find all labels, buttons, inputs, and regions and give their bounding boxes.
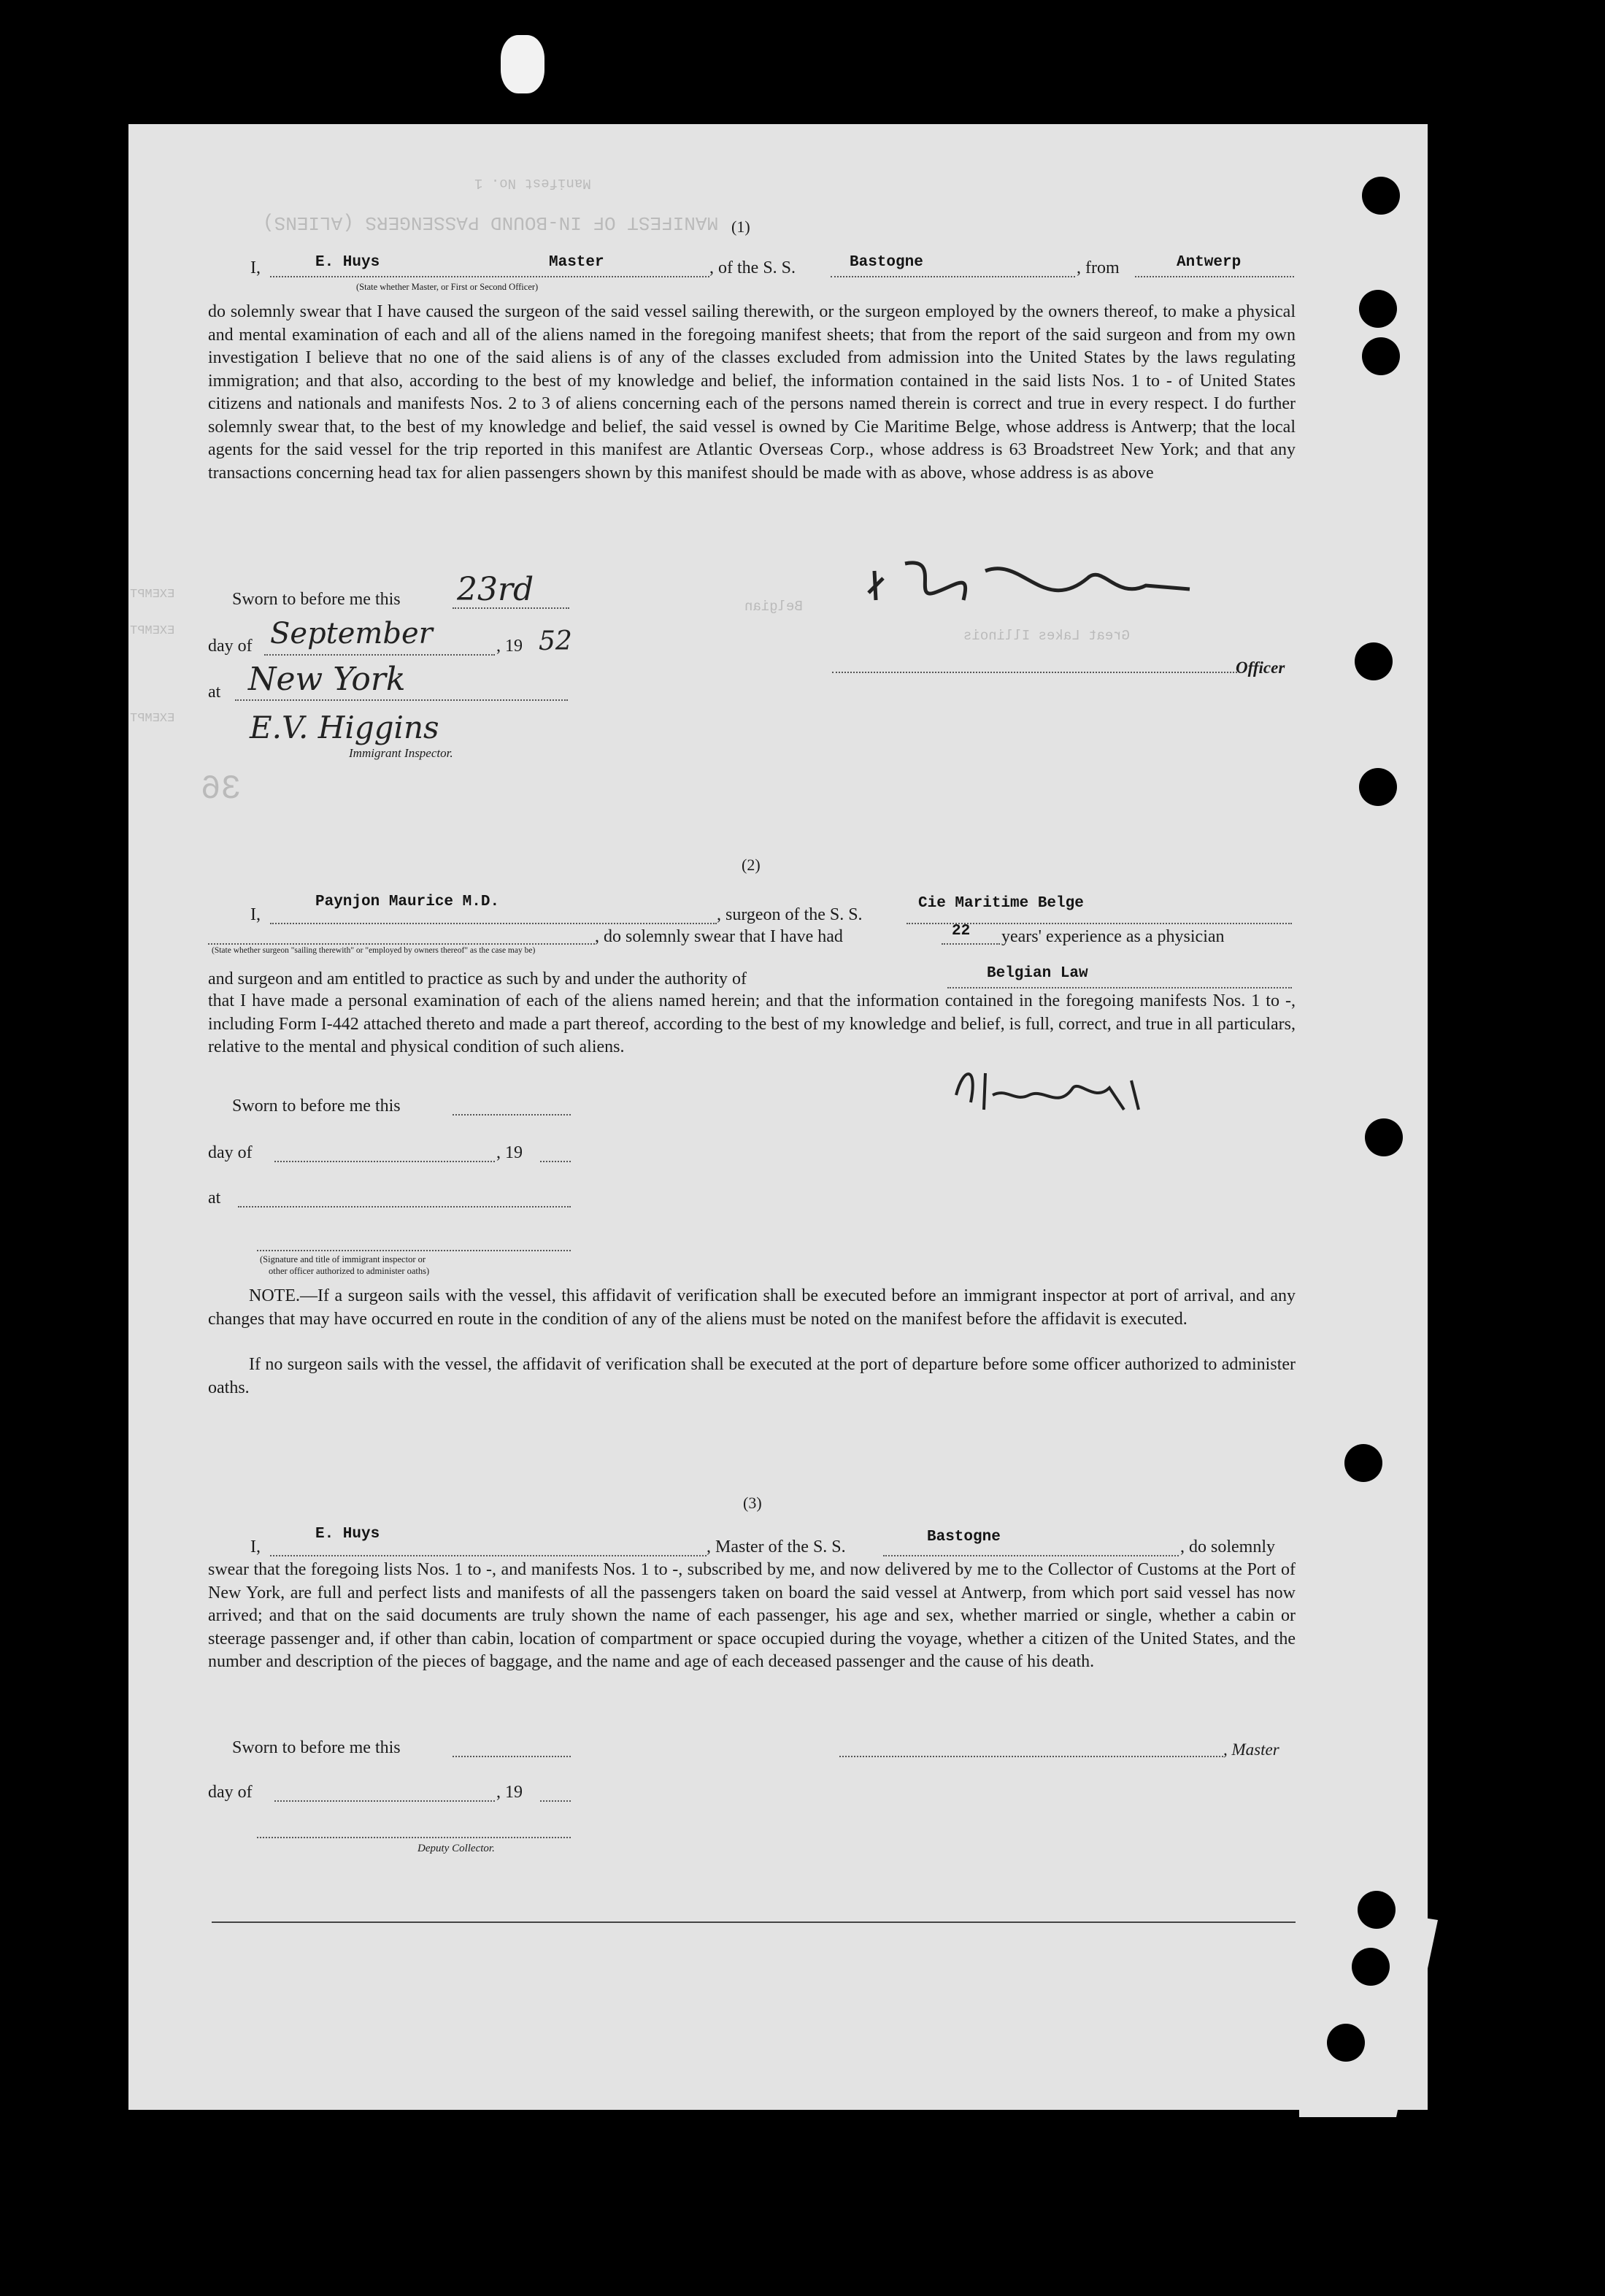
from-label: , from	[1077, 258, 1120, 277]
blank-line	[270, 276, 709, 277]
bleed-text: Belgian	[744, 599, 803, 615]
master-rank: Master	[549, 254, 604, 271]
bottom-rule	[212, 1921, 1296, 1923]
of-the-ss-label: , of the S. S.	[709, 258, 796, 277]
blank-line	[238, 1206, 571, 1207]
section-2-body: that I have made a personal examination of each of the aliens named herein; and that the information contained in the foregoing manifests Nos. 1 to -, including Form I-442 attached thereto and made a part thereof, according to the best of my knowledge and belief, is full, correct, and true in all particulars, relative to the mental and physical condition of such aliens.	[208, 991, 1296, 1056]
sworn-label-3: Sworn to before me this	[232, 1738, 401, 1757]
sworn-label: Sworn to before me this	[232, 590, 401, 609]
note-paragraph-2: If no surgeon sails with the vessel, the affidavit of verification shall be executed at the port of departure before some officer authorized to administer oaths.	[208, 1355, 1296, 1397]
punch-hole	[1359, 290, 1397, 328]
blank-line	[274, 1161, 495, 1162]
rank-caption: (State whether Master, or First or Second Officer)	[356, 282, 539, 292]
master-of-label: , Master of the S. S.	[707, 1537, 846, 1556]
blank-line	[1135, 276, 1294, 277]
section-2-number: (2)	[742, 856, 761, 874]
blank-line	[883, 1555, 1179, 1556]
master-line	[839, 1756, 1223, 1757]
section-3-i: I,	[250, 1537, 261, 1556]
sworn-day: 23rd	[457, 571, 534, 608]
surgeon-vessel: Cie Maritime Belge	[918, 895, 1084, 912]
punch-hole	[1365, 1118, 1403, 1156]
punch-hole	[1359, 768, 1397, 806]
punch-hole	[1344, 1444, 1382, 1482]
years-text: years' experience as a physician	[1001, 927, 1225, 946]
section-1-number: (1)	[731, 218, 750, 236]
sworn-label-2: Sworn to before me this	[232, 1097, 401, 1116]
master-signature	[854, 549, 1219, 629]
master-caption: , Master	[1223, 1740, 1279, 1759]
bleed-exempt: EXEMPT	[130, 588, 175, 602]
surgeon-name: Paynjon Maurice M.D.	[315, 894, 500, 910]
year-prefix: , 19	[496, 637, 523, 656]
blank-line	[274, 1800, 495, 1802]
surgeon-signature	[949, 1059, 1153, 1124]
blank-line	[453, 1114, 571, 1116]
bleed-text: Great Lakes Illinois	[963, 628, 1131, 644]
inspector-caption: Immigrant Inspector.	[349, 746, 453, 760]
master-name-3: E. Huys	[315, 1526, 380, 1543]
section-3-body: swear that the foregoing lists Nos. 1 to -, and manifests Nos. 1 to -, subscribed by me, and now delivered by me to the Collector of Customs at the Port of New York, are full and perfect lists and manifests of all the passengers taken on board the said vessel at Antwerp, from which port said vessel has now arrived; and that on the said documents are truly shown the name of each passenger, his age and sex, whether married or single, whether a cabin or steerage passenger and, if other than cabin, location of compartment or space occupied during the voyage, whether a citizen of the United States, and the number and description of the pieces of baggage, and the name and age of each deceased passenger and the cause of his death.	[208, 1560, 1296, 1671]
blank-line	[831, 276, 1075, 277]
authority-value: Belgian Law	[987, 965, 1088, 982]
sworn-place: New York	[248, 661, 406, 698]
section-1-i: I,	[250, 258, 261, 277]
section-1-body: do solemnly swear that I have caused the surgeon of the said vessel sailing therewith, or the surgeon employed by the owners thereof, to make a physical and mental examination of each and all of the aliens named in the foregoing manifest sheets; that from the report of the said surgeon and from my own investigation I believe that no one of the said aliens is of any of the classes excluded from admission into the United States by the laws regulating immigration; and that also, according to the best of my knowledge and belief, the information contained in the said lists Nos. 1 to - of United States citizens and nationals and manifests Nos. 2 to 3 of aliens concerning each of the persons named therein is correct and true in every respect. I do further solemnly swear that, to the best of my knowledge and belief, the said vessel is owned by Cie Maritime Belge, whose address is Antwerp; that the local agents for the said vessel for the trip reported in this manifest are Atlantic Overseas Corp., whose address is 63 Broadstreet New York; and that any transactions concerning head tax for alien passengers shown by this manifest should be made with as above, whose address is as above	[208, 302, 1296, 483]
blank-line	[942, 943, 1000, 945]
officer-caption: Officer	[1236, 659, 1285, 677]
collector-line	[257, 1837, 571, 1838]
bleed-stamp: 36	[201, 770, 242, 808]
year-prefix-2: , 19	[496, 1143, 523, 1162]
at-label: at	[208, 683, 221, 702]
punch-hole	[1355, 642, 1393, 680]
surgeon-caption: (State whether surgeon "sailing therewith" or "employed by owners thereof" as the case may be)	[212, 946, 536, 955]
signature-line	[257, 1250, 571, 1251]
sworn-year: 52	[539, 626, 572, 656]
section-3-number: (3)	[743, 1494, 762, 1512]
surgeon-of-label: , surgeon of the S. S.	[717, 905, 863, 924]
authority-text: and surgeon and am entitled to practice as such by and under the authority of	[208, 970, 747, 988]
at-label-2: at	[208, 1189, 221, 1207]
officer-line	[832, 672, 1237, 673]
note-paragraph: NOTE.—If a surgeon sails with the vessel, this affidavit of verification shall be executed before an immigrant inspector at port of arrival, and any changes that may have occurred en route in the condition of any of the aliens must be noted on the manifest before the affidavit is executed.	[208, 1286, 1296, 1329]
blank-line	[270, 1555, 707, 1556]
blank-line	[264, 654, 495, 656]
blank-line	[540, 1800, 571, 1802]
vessel-name-3: Bastogne	[927, 1529, 1001, 1546]
punch-hole	[1327, 2024, 1365, 2062]
bleed-manifest-no: Manifest No. 1	[474, 175, 591, 191]
sworn-month: September	[270, 617, 433, 650]
swear-text: , do solemnly swear that I have had	[595, 927, 843, 946]
blank-line	[235, 699, 568, 701]
day-of-label-3: day of	[208, 1783, 253, 1802]
day-of-label: day of	[208, 637, 253, 656]
years-experience: 22	[952, 923, 971, 940]
punch-hole	[1362, 177, 1400, 215]
solemnly-label: , do solemnly	[1180, 1537, 1275, 1556]
punch-hole	[501, 35, 544, 93]
blank-line	[208, 943, 595, 945]
year-prefix-3: , 19	[496, 1783, 523, 1802]
blank-line	[453, 1756, 571, 1757]
blank-line	[540, 1161, 571, 1162]
sig-caption-1: (Signature and title of immigrant inspector or	[260, 1254, 426, 1264]
blank-line	[270, 923, 717, 924]
blank-line	[947, 987, 1292, 988]
bleed-exempt: EXEMPT	[130, 712, 175, 726]
vessel-name: Bastogne	[850, 254, 923, 271]
punch-hole	[1362, 337, 1400, 375]
punch-hole	[1358, 1891, 1396, 1929]
master-name: E. Huys	[315, 254, 380, 271]
sig-caption-2: other officer authorized to administer oaths)	[269, 1266, 430, 1276]
punch-hole	[1352, 1948, 1390, 1986]
day-of-label-2: day of	[208, 1143, 253, 1162]
section-2-i: I,	[250, 905, 261, 924]
bleed-exempt: EXEMPT	[130, 624, 175, 638]
collector-caption: Deputy Collector.	[417, 1843, 495, 1854]
from-port: Antwerp	[1177, 254, 1242, 271]
bleed-header: MANIFEST OF IN-BOUND PASSENGERS (ALIENS)	[263, 212, 719, 234]
inspector-signature: E.V. Higgins	[250, 710, 439, 745]
